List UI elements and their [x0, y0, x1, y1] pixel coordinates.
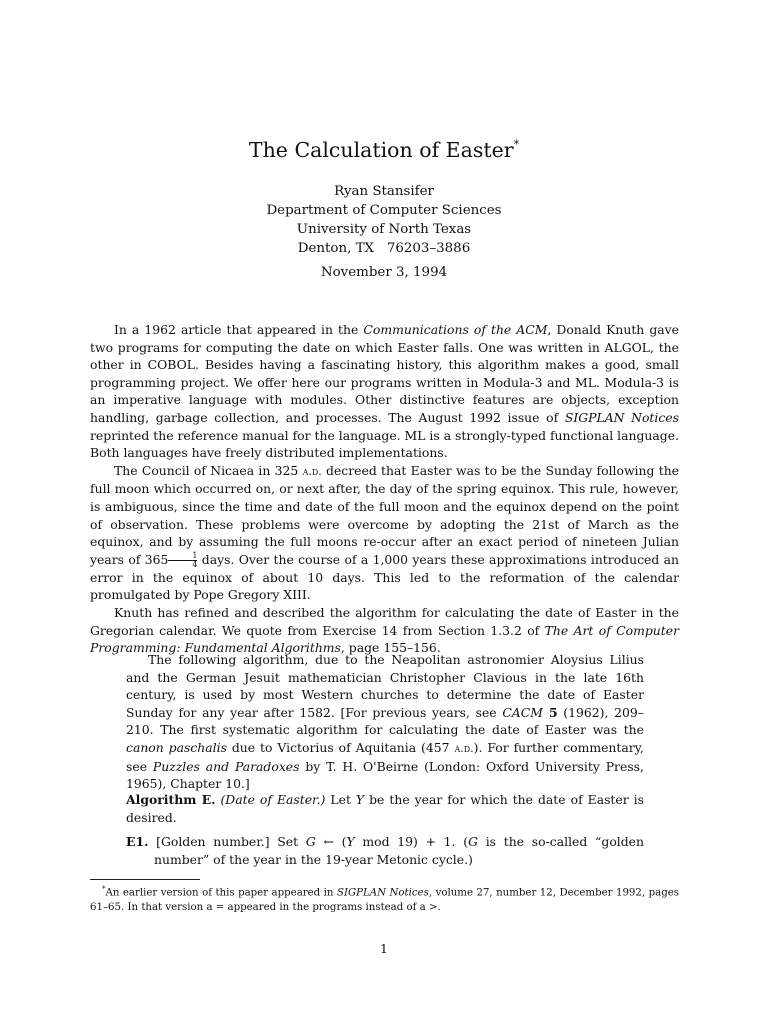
paragraph-knuth: Knuth has refined and described the algorithm for calculating the date of Easter in the Gregorian calendar. We quote from Exercise 14 from Section 1.3.2 of The Art of Computer Programming: Fundamental Algorithms, page 155–156.	[90, 604, 679, 656]
paper-title	[0, 138, 768, 162]
paper-date: November 3, 1994	[320, 265, 448, 280]
title-text: The Calculation of Easter	[248, 138, 514, 162]
journal-name-sigplan: SIGPLAN Notices	[564, 409, 680, 425]
author-name: Ryan Stansifer	[334, 184, 434, 199]
book-title-taocp: The Art of Computer Programming: Fundamental Algorithms	[90, 622, 679, 656]
book-puzzles-paradoxes: Puzzles and Paradoxes	[152, 758, 300, 774]
journal-name-cacm: Communications of the ACM	[363, 322, 548, 337]
algorithm-heading: Algorithm E. (Date of Easter.) Let Y be the year for which the date of Easter is desired.	[126, 792, 644, 825]
journal-cacm-ref: CACM	[502, 704, 543, 720]
page-number: 1	[380, 941, 388, 956]
paragraph-intro: In a 1962 article that appeared in the Communications of the ACM, Donald Knuth gave two programs for computing the date on which Easter falls. One was written in ALGOL, the other in COBOL. Besides having a fascinating history, this algorithm makes a good, small programming project. We offer here our programs written in Modula-3 and ML. Modula-3 is an imperative language with modules. Other distinctive features are objects, exception handling, garbage collection, and processes. The August 1992 issue of SIGPLAN Notices reprinted the reference manual for the language. ML is a strongly-typed functional language. Both languages have freely distributed implementations.	[90, 322, 680, 461]
algorithm-step-e1: E1. [Golden number.] Set G ← (Y mod 19) + 1. (G is the so-called “golden number” of the year in the 19-year Metonic cycle.)	[126, 834, 644, 867]
era-ad: a.d.	[302, 464, 322, 478]
author-address: Denton, TX 76203–3886	[297, 241, 471, 256]
step-label: E1.	[126, 834, 149, 849]
body-text	[90, 321, 679, 657]
author-department: Department of Computer Sciences	[266, 203, 502, 218]
footnote-rule	[90, 879, 200, 880]
title-footnote-mark: *	[513, 138, 520, 151]
author-university: University of North Texas	[296, 222, 472, 237]
volume-number: 5	[542, 704, 558, 720]
algorithm-label: Algorithm E.	[126, 792, 216, 807]
algorithm-name: (Date of Easter.)	[220, 792, 326, 807]
footnote-mark: *	[102, 885, 106, 893]
author-block	[0, 182, 768, 258]
paragraph-nicaea: The Council of Nicaea in 325 a.d. decreed that Easter was to be the Sunday following the full moon which occurred on, or next after, the day of the spring equinox. This rule, however, is ambiguous, since the time and date of the full moon and the equinox depend on the point of observation. These problems were overcome by adopting the 21st of March as the equinox, and by assuming the full moons re-occur after an exact period of nineteen Julian years of 365 $\frac{1}{4}$ days. Over the course of a 1,000 years these approximations introduced an error in the equinox of about 10 days. This led to the reformation of the calendar promulgated by Pope Gregory XIII.	[90, 462, 680, 603]
canon-paschalis: canon paschalis	[126, 739, 227, 755]
fraction-one-quarter: $\frac{1}{4}$	[168, 552, 197, 569]
footnote: *An earlier version of this paper appeared in SIGPLAN Notices, volume 27, number 12, December 1992, pages 61–65. In that version a = appeared in the programs instead of a >.	[90, 885, 679, 914]
block-quote: The following algorithm, due to the Neapolitan astronomier Aloysius Lilius and the German Jesuit mathematician Christopher Clavious in the late 16th century, is used by most Western churches to determine the date of Easter Sunday for any year after 1582. [For previous years, see CACM 5 (1962), 209–210. The first systematic algorithm for calculating the date of Easter was the canon paschalis due to Victorius of Aquitania (457 a.d.). For further commentary, see Puzzles and Paradoxes by T. H. O'Beirne (London: Oxford University Press, 1965), Chapter 10.]	[126, 652, 644, 792]
